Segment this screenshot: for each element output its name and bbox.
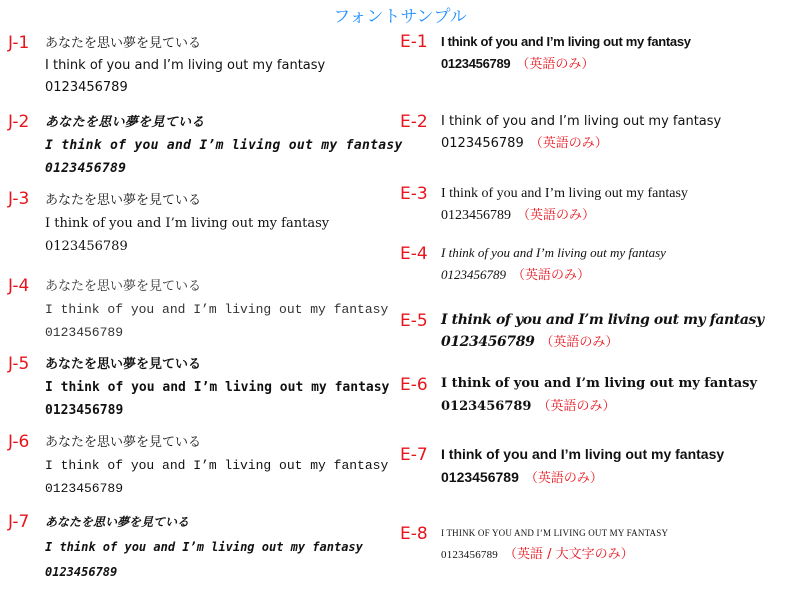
- english-only-note: （英語のみ）: [517, 208, 596, 223]
- sample-japanese-text: あなたを思い夢を見ている: [45, 357, 202, 372]
- font-sample-j4: [45, 275, 388, 344]
- font-sample-e1: [441, 31, 691, 76]
- sample-digits: 0123456789: [45, 80, 128, 95]
- sample-label-e6: E-6: [400, 375, 428, 395]
- sample-label-e4: E-4: [400, 244, 428, 264]
- sample-english-text: I think of you and I’m living out my fantasy: [45, 458, 389, 473]
- sample-english-text: I THINK OF YOU AND I’M LIVING OUT MY FANTASY: [441, 528, 669, 538]
- sample-english-text: I think of you and I’m living out my fantasy: [441, 245, 666, 260]
- font-sample-j3: [45, 189, 329, 258]
- font-sample-j6: [45, 431, 388, 500]
- font-sample-j1: [45, 33, 325, 99]
- font-sample-e6: [441, 372, 757, 418]
- font-sample-j5: [45, 353, 389, 422]
- sample-digits: 0123456789: [45, 481, 124, 496]
- sample-english-text: I think of you and I’m living out my fantasy: [45, 540, 363, 554]
- font-sample-j7: [45, 510, 363, 585]
- sample-japanese-text: あなたを思い夢を見ている: [45, 515, 190, 529]
- sample-digits: 0123456789: [441, 56, 511, 71]
- font-sample-e8: [441, 522, 668, 566]
- sample-label-j3: J-3: [8, 189, 30, 209]
- sample-label-j4: J-4: [8, 276, 30, 296]
- sample-label-j1: J-1: [8, 33, 30, 53]
- sample-digits: 0123456789: [441, 549, 498, 561]
- sample-english-text: I think of you and I’m living out my fantasy: [441, 186, 688, 201]
- sample-digits: 0123456789: [45, 239, 128, 254]
- font-sample-e5: [441, 309, 764, 354]
- sample-digits: 0123456789: [45, 403, 124, 418]
- sample-label-e8: E-8: [400, 524, 428, 544]
- sample-label-j6: J-6: [8, 432, 30, 452]
- sample-english-text: I think of you and I’m living out my fantasy: [441, 376, 758, 391]
- sample-label-e5: E-5: [400, 311, 428, 331]
- sample-english-text: I think of you and I’m living out my fantasy: [45, 138, 403, 153]
- sample-label-e7: E-7: [400, 445, 428, 465]
- sample-english-text: I think of you and I’m living out my fantasy: [45, 58, 326, 73]
- sample-digits: 0123456789: [441, 334, 535, 350]
- sample-digits: 0123456789: [441, 267, 506, 282]
- sample-digits: 0123456789: [441, 208, 511, 223]
- sample-digits: 0123456789: [441, 469, 519, 485]
- sample-label-j7: J-7: [8, 512, 30, 532]
- english-only-note: （英語のみ）: [524, 471, 603, 486]
- uppercase-only-note: （英語 / 大文字のみ）: [504, 547, 634, 562]
- sample-label-e1: E-1: [400, 32, 428, 52]
- sample-label-e3: E-3: [400, 184, 428, 204]
- sample-digits: 0123456789: [45, 325, 124, 340]
- sample-english-text: I think of you and I’m living out my fantasy: [441, 34, 691, 49]
- sample-label-j5: J-5: [8, 354, 30, 374]
- sample-english-text: I think of you and I’m living out my fantasy: [441, 114, 722, 129]
- sample-digits: 0123456789: [45, 161, 127, 176]
- sample-english-text: I think of you and I’m living out my fantasy: [441, 312, 764, 328]
- sample-english-text: I think of you and I’m living out my fantasy: [45, 216, 330, 231]
- english-only-note: （英語のみ）: [516, 57, 595, 72]
- english-only-note: （英語のみ）: [529, 136, 608, 151]
- sample-digits: 0123456789: [441, 136, 524, 151]
- sample-japanese-text: あなたを思い夢を見ている: [45, 435, 202, 450]
- sample-label-e2: E-2: [400, 112, 428, 132]
- english-only-note: （英語のみ）: [537, 399, 616, 414]
- sample-english-text: I think of you and I’m living out my fantasy: [441, 446, 725, 462]
- sample-digits: 0123456789: [441, 399, 532, 414]
- sample-japanese-text: あなたを思い夢を見ている: [45, 279, 202, 294]
- page-title: フォントサンプル: [333, 7, 467, 27]
- font-sample-e3: [441, 183, 688, 227]
- sample-english-text: I think of you and I’m living out my fantasy: [45, 302, 389, 317]
- font-sample-e7: [441, 443, 724, 490]
- english-only-note: （英語のみ）: [540, 335, 619, 350]
- sample-label-j2: J-2: [8, 112, 30, 132]
- sample-digits: 0123456789: [45, 565, 118, 579]
- font-sample-e4: [441, 242, 666, 287]
- sample-japanese-text: あなたを思い夢を見ている: [45, 36, 202, 51]
- font-sample-j2: [45, 111, 403, 180]
- sample-japanese-text: あなたを思い夢を見ている: [45, 115, 205, 130]
- english-only-note: （英語のみ）: [512, 268, 591, 283]
- font-sample-e2: [441, 111, 721, 155]
- sample-english-text: I think of you and I’m living out my fantasy: [45, 380, 390, 395]
- sample-japanese-text: あなたを思い夢を見ている: [45, 193, 202, 208]
